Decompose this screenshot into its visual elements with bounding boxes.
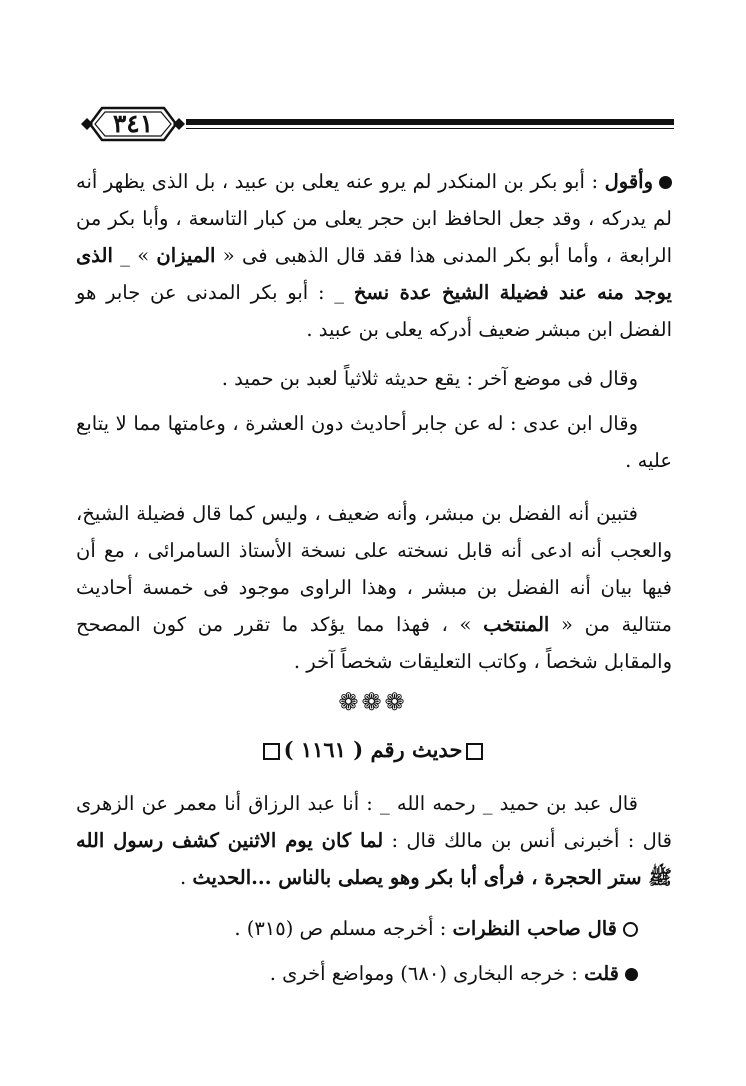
bold-run: لما كان يوم الاثنين كشف رسول الله ﷺ ستر الحجرة ، فرأى أبا بكر وهو يصلى بالناس ...الحديث bbox=[76, 829, 672, 889]
bold-run: الميزان bbox=[156, 244, 216, 267]
text-run: » _ bbox=[112, 244, 157, 267]
paragraph-text: وقال ابن عدى : له عن جابر أحاديث دون العشرة ، وعامتها مما لا يتابع عليه . bbox=[76, 412, 672, 472]
note-lead: قلت bbox=[584, 962, 619, 985]
heading-number: ( ١١٦١ ) bbox=[283, 737, 364, 762]
hadith-heading bbox=[0, 732, 746, 768]
page-number-badge bbox=[80, 104, 186, 144]
text-run: . bbox=[179, 866, 193, 889]
text-run: قال عبد بن حميد _ رحمه الله _ : أنا عبد الرزاق أنا معمر عن الزهرى قال : أخبرنى أنس بن مالك قال : bbox=[76, 792, 673, 852]
hadith-text bbox=[76, 785, 672, 896]
section-ornament: ❁❁❁ bbox=[338, 688, 408, 716]
text-run: » ، فهذا مما يؤكد ما تقرر من كون المصحح والمقابل شخصاً ، وكاتب التعليقات شخصاً آخر . bbox=[76, 613, 672, 673]
filled-bullet-icon bbox=[659, 176, 672, 189]
square-icon bbox=[263, 743, 280, 760]
lead-word: وأقول bbox=[604, 170, 653, 193]
heading-label: حديث رقم bbox=[370, 737, 463, 762]
ring-bullet-icon bbox=[623, 922, 638, 937]
filled-bullet-icon bbox=[625, 968, 638, 981]
paragraph-2 bbox=[76, 360, 672, 397]
page-header bbox=[80, 104, 674, 148]
square-icon bbox=[466, 743, 483, 760]
paragraph-3 bbox=[76, 405, 672, 479]
header-rule-thin bbox=[186, 128, 674, 129]
note-lead: قال صاحب النظرات bbox=[452, 917, 617, 940]
header-rule-thick bbox=[186, 119, 674, 125]
note-text: : خرجه البخارى (٦٨٠) ومواضع أخرى . bbox=[269, 962, 585, 985]
text-run: _ : أبو بكر المدنى عن جابر هو الفضل ابن مبشر ضعيف أدركه يعلى بن عبيد . bbox=[76, 281, 672, 341]
paragraph-1 bbox=[76, 163, 672, 348]
text-run: : أبو بكر بن المنكدر لم يرو عنه يعلى بن عبيد ، بل الذى يظهر أنه لم يدركه ، وقد جعل الحافظ ابن حجر يعلى من كبار التاسعة ، وأبا بكر من الرابعة ، وأما أبو بكر المدنى هذا فقد قال الذهبى فى « bbox=[76, 170, 672, 267]
note-2 bbox=[76, 955, 672, 992]
bold-run: المنتخب bbox=[483, 613, 550, 636]
text-run: فتبين أنه الفضل بن مبشر، وأنه ضعيف ، وليس كما قال فضيلة الشيخ، والعجب أنه ادعى أنه قابل نسخته على نسخة الأستاذ السامرائى ، مع أن فيها بيان أنه الفضل بن مبشر ، وهذا الراوى موجود فى خمسة أحاديث متتالية من « bbox=[76, 502, 672, 636]
paragraph-4 bbox=[76, 495, 672, 680]
bold-run: الذى يوجد منه عند فضيلة الشيخ عدة نسخ bbox=[76, 244, 672, 304]
page-number: ٣٤١ bbox=[112, 109, 154, 138]
note-text: : أخرجه مسلم ص (٣١٥) . bbox=[234, 917, 453, 940]
note-1 bbox=[76, 910, 672, 947]
paragraph-text: وقال فى موضع آخر : يقع حديثه ثلاثياً لعبد بن حميد . bbox=[221, 367, 638, 390]
